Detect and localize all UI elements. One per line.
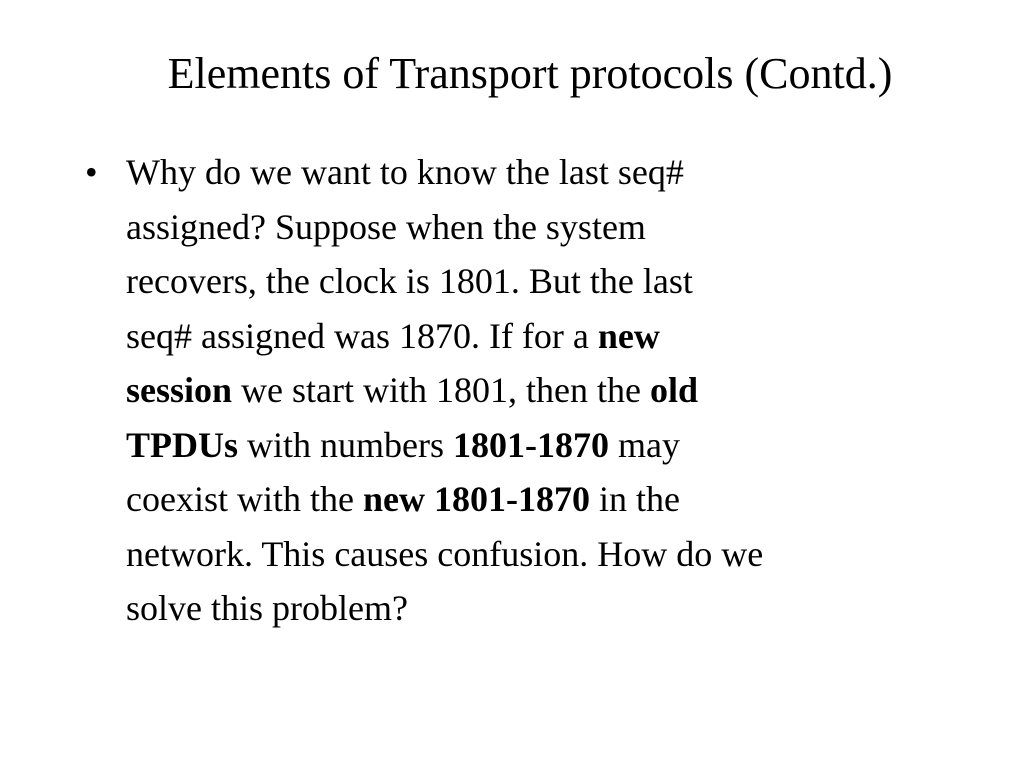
text-line xyxy=(126,254,946,309)
bold-text-run: old xyxy=(649,370,698,410)
text-line xyxy=(126,527,946,582)
text-run: with numbers xyxy=(238,424,453,465)
text-run: recovers, the clock is 1801. But the last xyxy=(126,261,693,301)
text-run: Why do we want to know the last seq# xyxy=(126,152,684,192)
text-line xyxy=(126,581,946,636)
bullet-text xyxy=(126,145,946,636)
text-line xyxy=(126,418,946,473)
text-line xyxy=(126,472,946,527)
text-run: network. This causes confusion. How do we xyxy=(126,533,764,574)
text-run: in the xyxy=(589,479,680,519)
bold-text-run: 1801-1870 xyxy=(453,424,609,465)
bullet-item xyxy=(0,145,946,636)
text-run: solve this problem? xyxy=(126,588,408,628)
text-line xyxy=(126,200,946,255)
text-run: may xyxy=(609,424,680,465)
text-run: we start with 1801, then the xyxy=(232,370,650,410)
bullet-list xyxy=(0,145,946,636)
text-run: coexist with the xyxy=(126,479,363,519)
bullet-marker: • xyxy=(85,152,98,192)
bold-text-run: session xyxy=(126,370,233,410)
bold-text-run: TPDUs xyxy=(126,424,239,465)
bold-text-run: new xyxy=(597,315,660,356)
text-line xyxy=(126,363,946,418)
slide-title: Elements of Transport protocols (Contd.) xyxy=(167,49,893,98)
text-line xyxy=(126,145,946,200)
text-line xyxy=(126,309,946,364)
bold-text-run: new 1801-1870 xyxy=(362,479,590,519)
text-run: assigned? Suppose when the system xyxy=(126,206,646,247)
text-run: seq# assigned was 1870. If for a xyxy=(126,315,598,356)
